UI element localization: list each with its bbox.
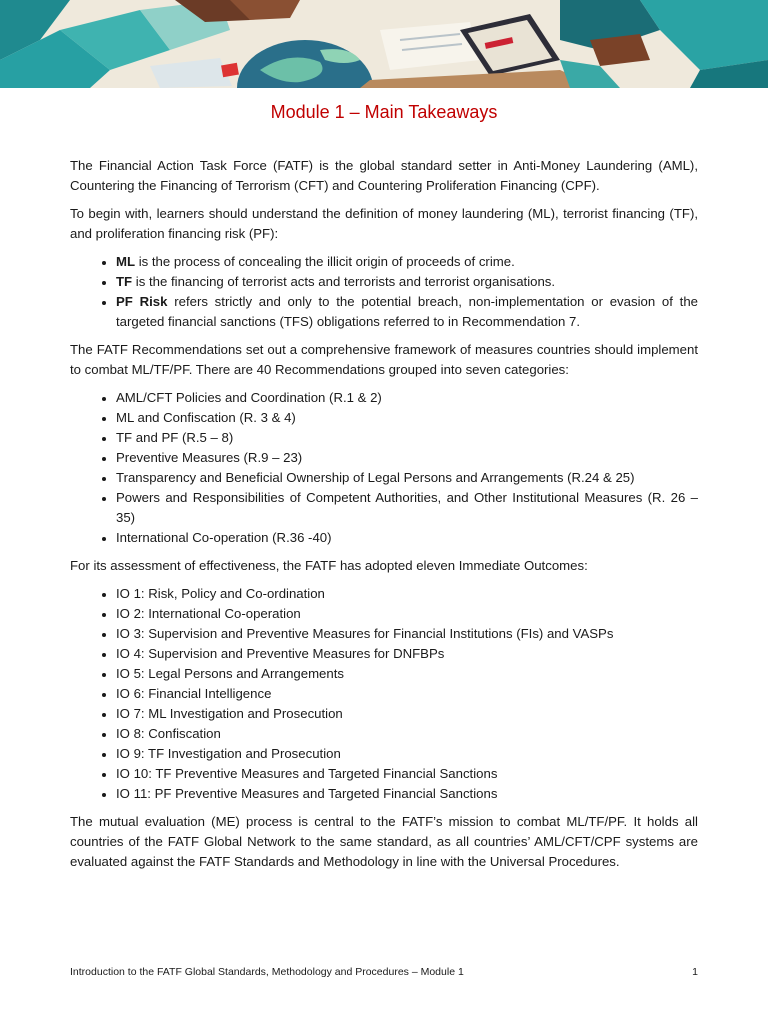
list-item [116, 292, 698, 332]
list-item: • International Co-operation (R.36 -40) [116, 528, 698, 548]
list-item: • AML/CFT Policies and Coordination (R.1 & 2) [116, 388, 698, 408]
footer-text: Introduction to the FATF Global Standards, Methodology and Procedures – Module 1 [70, 966, 464, 978]
definition-text: is the financing of terrorist acts and terrorists and terrorist organisations. [132, 274, 556, 289]
page-footer [70, 966, 698, 978]
recommendations-intro-paragraph: The FATF Recommendations set out a comprehensive framework of measures countries should implement to combat ML/TF/PF. There are 40 Recommendations grouped into seven categories: [70, 342, 698, 377]
list-item: • Powers and Responsibilities of Competent Authorities, and Other Institutional Measures (R. 26 – 35) [116, 488, 698, 528]
closing-paragraph: The mutual evaluation (ME) process is central to the FATF’s mission to combat ML/TF/PF. It holds all countries of the FATF Global Network to the same standard, as all countries’ AML/CFT/CPF systems are evaluated against the FATF Standards and Methodology in line with the Universal Procedures. [70, 814, 698, 869]
list-item: • IO 9: TF Investigation and Prosecution [116, 744, 698, 764]
definition-text: refers strictly and only to the potential breach, non-implementation or evasion of the targeted financial sanctions (TFS) obligations referred to in Recommendation 7. [116, 294, 699, 329]
list-item: • IO 4: Supervision and Preventive Measures for DNFBPs [116, 644, 698, 664]
list-item: • IO 1: Risk, Policy and Co-ordination [116, 584, 698, 604]
definition-term: ML [116, 254, 136, 269]
list-item: • IO 2: International Co-operation [116, 604, 698, 624]
definition-term: TF [116, 274, 133, 289]
recommendations-list [70, 388, 698, 548]
list-item: • IO 6: Financial Intelligence [116, 684, 698, 704]
definitions-intro-paragraph: To begin with, learners should understand the definition of money laundering (ML), terrorist financing (TF), and proliferation financing risk (PF): [70, 206, 698, 241]
intro-paragraph: The Financial Action Task Force (FATF) is the global standard setter in Anti-Money Laundering (AML), Countering the Financing of Terrorism (CFT) and Countering Proliferation Financing (CPF). [70, 158, 698, 193]
list-item: • IO 10: TF Preventive Measures and Targeted Financial Sanctions [116, 764, 698, 784]
definition-text: is the process of concealing the illicit origin of proceeds of crime. [135, 254, 515, 269]
list-item: • Transparency and Beneficial Ownership of Legal Persons and Arrangements (R.24 & 25) [116, 468, 698, 488]
outcomes-intro-paragraph: For its assessment of effectiveness, the FATF has adopted eleven Immediate Outcomes: [70, 558, 588, 573]
outcomes-list [70, 584, 698, 804]
meeting-illustration-icon [0, 0, 768, 88]
list-item [116, 272, 698, 292]
list-item: • IO 11: PF Preventive Measures and Targeted Financial Sanctions [116, 784, 698, 804]
list-item: • TF and PF (R.5 – 8) [116, 428, 698, 448]
list-item: • IO 3: Supervision and Preventive Measures for Financial Institutions (FIs) and VASPs [116, 624, 698, 644]
list-item: • ML and Confiscation (R. 3 & 4) [116, 408, 698, 428]
list-item: • IO 5: Legal Persons and Arrangements [116, 664, 698, 684]
definition-term: PF Risk [116, 294, 168, 309]
page-number: 1 [692, 966, 698, 978]
list-item: • IO 7: ML Investigation and Prosecution [116, 704, 698, 724]
header-banner-illustration [0, 0, 768, 88]
list-item [116, 252, 698, 272]
list-item: • IO 8: Confiscation [116, 724, 698, 744]
page-title: Module 1 – Main Takeaways [270, 102, 498, 122]
list-item: • Preventive Measures (R.9 – 23) [116, 448, 698, 468]
definitions-list [70, 252, 698, 332]
document-body [70, 156, 698, 880]
